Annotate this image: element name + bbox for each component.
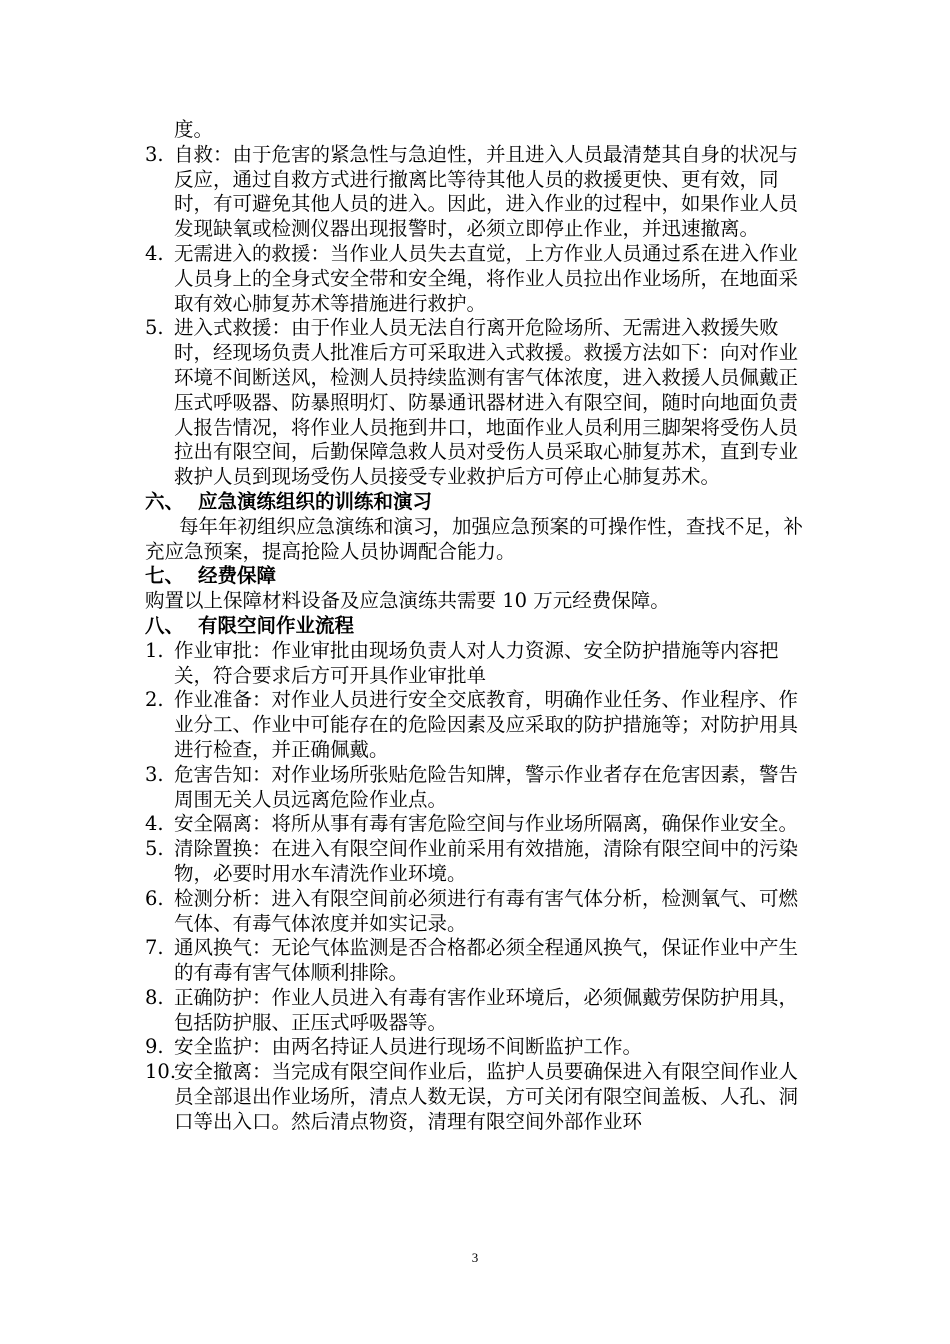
list-text: 作业审批：作业审批由现场负责人对人力资源、安全防护措施等内容把关，符合要求后方可开具作业审批单 (174, 638, 779, 687)
list-text: 清除置换：在进入有限空间作业前采用有效措施，清除有限空间中的污染物，必要时用水车清洗作业环境。 (174, 837, 799, 885)
list-text: 作业准备：对作业人员进行安全交底教育，明确作业任务、作业程序、作业分工、作业中可能存在的危险因素及应采取的防护措施等；对防护用具进行检查，并正确佩戴。 (174, 688, 799, 761)
list-item (145, 887, 815, 937)
list-item (145, 936, 815, 986)
list-text: 通风换气：无论气体监测是否合格都必须全程通风换气，保证作业中产生的有毒有害气体顺利排除。 (174, 936, 799, 985)
list-number: 5. (145, 316, 164, 340)
section-title: 经费保障 (198, 564, 277, 588)
section-heading (145, 614, 815, 639)
section-heading (145, 564, 815, 589)
section-title: 有限空间作业流程 (198, 613, 355, 637)
list-text: 安全隔离：将所从事有毒有害危险空间与作业场所隔离，确保作业安全。 (174, 812, 799, 836)
list-text: 检测分析：进入有限空间前必须进行有毒有害气体分析，检测氧气、可燃气体、有毒气体浓度并如实记录。 (174, 886, 799, 935)
section-number: 六、 (145, 489, 185, 513)
list-item (145, 143, 815, 242)
continuation-text: 度。 (174, 118, 214, 141)
list-item (145, 986, 815, 1036)
list-item (145, 812, 815, 837)
list-number: 7. (145, 936, 164, 960)
list-item (145, 763, 815, 813)
section-number: 七、 (145, 564, 185, 588)
page-content (145, 118, 815, 1135)
list-item (145, 1060, 815, 1134)
page-number: 3 (471, 1250, 479, 1265)
list-number: 5. (145, 837, 164, 861)
list-item (145, 242, 815, 316)
list-item (145, 316, 815, 490)
list-text: 自救：由于危害的紧急性与急迫性，并且进入人员最清楚其自身的状况与反应，通过自救方式进行撤离比等待其他人员的救援更快、更有效，同时，有可避免其他人员的进入。因此，进入作业的过程中，如果作业人员发现缺氧或检测仪器出现报警时，必须立即停止作业，并迅速撤离。 (174, 142, 799, 241)
list-item (145, 837, 815, 887)
section-title: 应急演练组织的训练和演习 (198, 489, 433, 513)
list-number: 3. (145, 762, 164, 786)
list-number: 1. (145, 638, 164, 662)
list-text: 安全监护：由两名持证人员进行现场不间断监护工作。 (174, 1035, 643, 1059)
list-text: 进入式救援：由于作业人员无法自行离开危险场所、无需进入救援失败时，经现场负责人批准后方可采取进入式救援。救援方法如下：向对作业环境不间断送风，检测人员持续监测有害气体浓度，进入救援人员佩戴正压式呼吸器、防暴照明灯、防暴通讯器材进入有限空间，随时向地面负责人报告情况，将作业人员拖到井口，地面作业人员利用三脚架将受伤人员拉出有限空间，后勤保障急救人员对受伤人员采取心肺复苏术，直到专业救护人员到现场受伤人员接受专业救护后方可停止心肺复苏术。 (174, 316, 799, 489)
section-number: 八、 (145, 613, 185, 637)
list-number: 4. (145, 812, 164, 836)
section-heading (145, 490, 815, 515)
list-number: 8. (145, 985, 164, 1009)
list-item (145, 688, 815, 762)
list-item (145, 639, 815, 689)
list-number: 4. (145, 241, 164, 265)
list-text: 正确防护：作业人员进入有毒有害作业环境后，必须佩戴劳保防护用具，包括防护服、正压式呼吸器等。 (174, 985, 799, 1034)
list-number: 6. (145, 886, 164, 910)
list-number: 10. (145, 1060, 177, 1084)
list-number: 2. (145, 688, 164, 712)
list-number: 9. (145, 1035, 164, 1059)
list-text: 安全撤离：当完成有限空间作业后，监护人员要确保进入有限空间作业人员全部退出作业场所，清点人数无误，方可关闭有限空间盖板、人孔、洞口等出入口。然后清点物资，清理有限空间外部作业环 (174, 1060, 799, 1133)
list-item (145, 1035, 815, 1060)
section-paragraph: 每年年初组织应急演练和演习，加强应急预案的可操作性，查找不足，补充应急预案，提高抢险人员协调配合能力。 (145, 514, 804, 563)
section-paragraph: 购置以上保障材料设备及应急演练共需要 10 万元经费保障。 (145, 589, 670, 613)
list-text: 危害告知：对作业场所张贴危险告知牌，警示作业者存在危害因素，警告周围无关人员远离危险作业点。 (174, 762, 799, 811)
list-text: 无需进入的救援：当作业人员失去直觉，上方作业人员通过系在进入作业人员身上的全身式安全带和安全绳，将作业人员拉出作业场所，在地面采取有效心肺复苏术等措施进行救护。 (174, 241, 799, 315)
list-number: 3. (145, 142, 164, 166)
